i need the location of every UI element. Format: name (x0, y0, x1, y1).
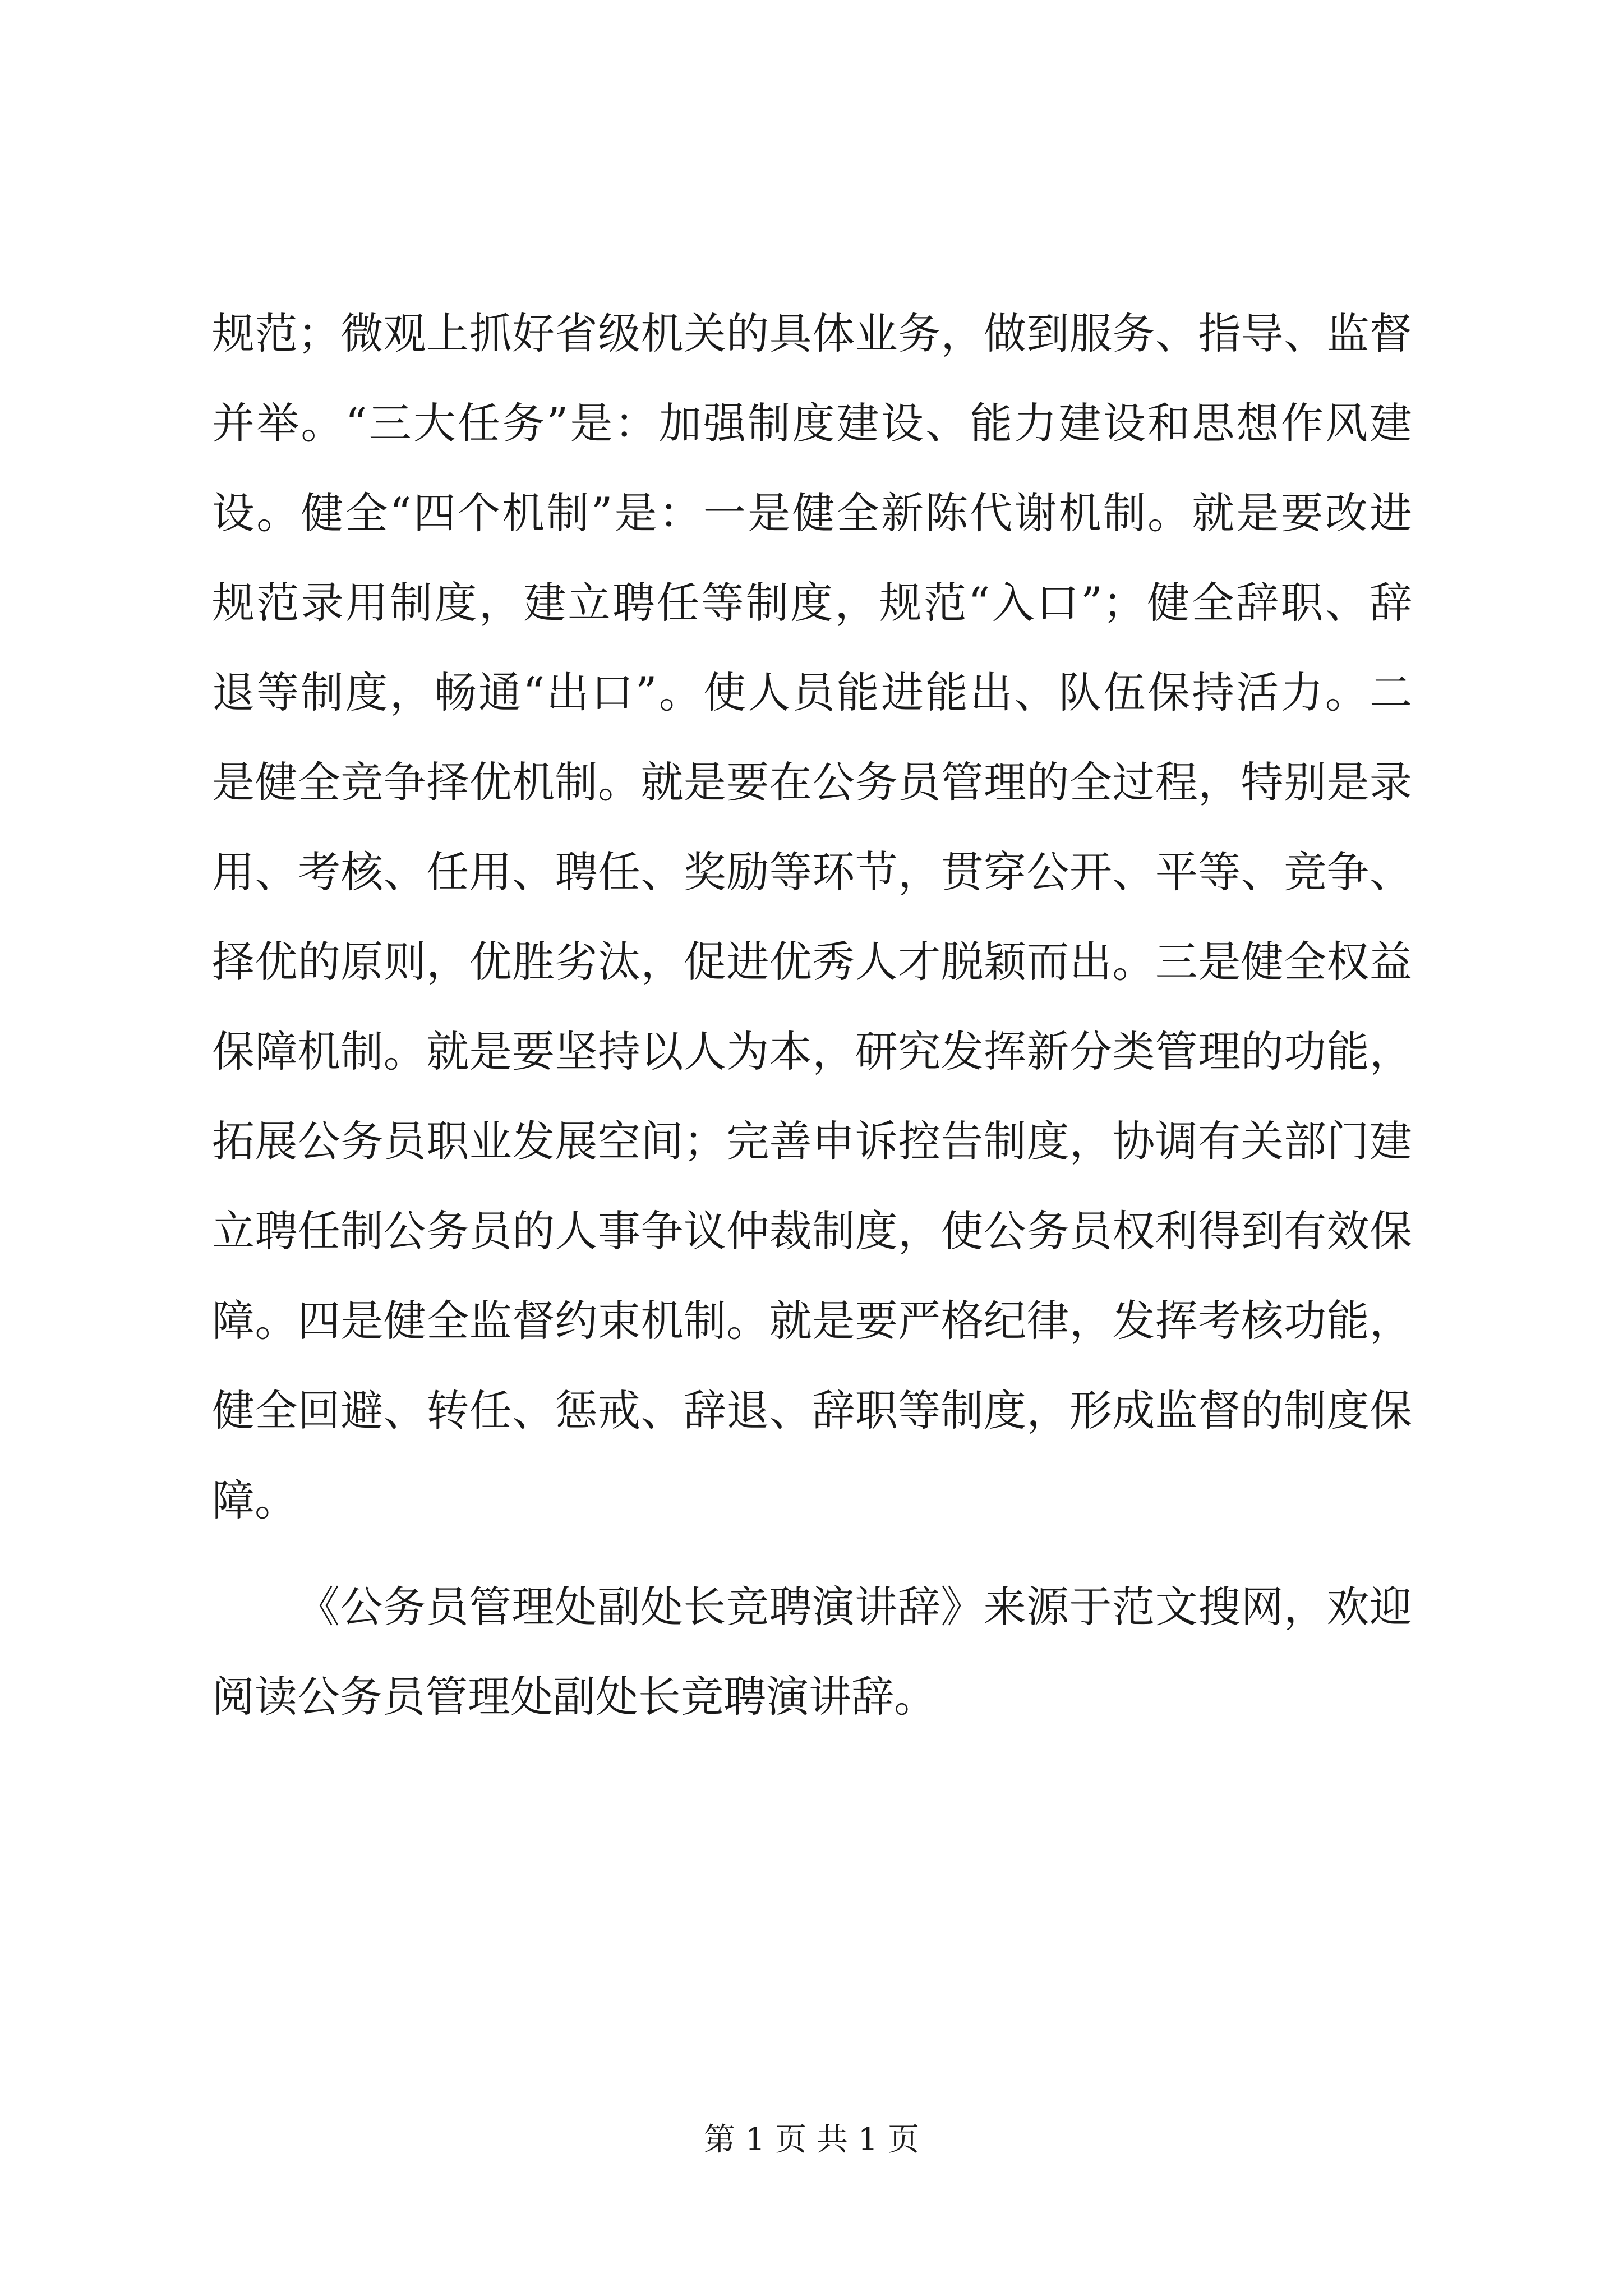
paragraph-2 (212, 1562, 1412, 1742)
text-line: 阅读公务员管理处副处长竞聘演讲辞。 (212, 1672, 937, 1722)
text-line: 并举。“三大任务”是：加强制度建设、能力建设和思想作风建 (212, 398, 1412, 448)
paragraph-1 (212, 289, 1412, 1545)
text-line: 退等制度，畅通“出口”。使人员能进能出、队伍保持活力。二 (212, 668, 1412, 717)
text-line: 保障机制。就是要坚持以人为本，研究发挥新分类管理的功能， (212, 1027, 1412, 1076)
paragraph-spacer (212, 1545, 1412, 1562)
text-line: 障。四是健全监督约束机制。就是要严格纪律，发挥考核功能， (212, 1296, 1412, 1346)
text-line: 《公务员管理处副处长竞聘演讲辞》来源于范文搜网，欢迎 (297, 1582, 1412, 1632)
text-line: 用、考核、任用、聘任、奖励等环节，贯穿公开、平等、竞争、 (212, 847, 1412, 897)
text-line: 择优的原则，优胜劣汰，促进优秀人才脱颖而出。三是健全权益 (212, 937, 1412, 987)
text-line: 规范；微观上抓好省级机关的具体业务，做到服务、指导、监督 (212, 309, 1412, 358)
page-number-footer: 第 1 页 共 1 页 (703, 2122, 920, 2158)
text-line: 规范录用制度，建立聘任等制度，规范“入口”；健全辞职、辞 (212, 578, 1412, 628)
text-line: 是健全竞争择优机制。就是要在公务员管理的全过程，特别是录 (212, 757, 1412, 807)
text-line: 拓展公务员职业发展空间；完善申诉控告制度，协调有关部门建 (212, 1116, 1412, 1166)
text-line: 立聘任制公务员的人事争议仲裁制度，使公务员权利得到有效保 (212, 1206, 1412, 1256)
text-line: 健全回避、转任、惩戒、辞退、辞职等制度，形成监督的制度保 (212, 1386, 1412, 1435)
document-body (212, 289, 1412, 1742)
text-line: 障。 (212, 1475, 297, 1525)
text-line: 设。健全“四个机制”是：一是健全新陈代谢机制。就是要改进 (212, 488, 1412, 538)
